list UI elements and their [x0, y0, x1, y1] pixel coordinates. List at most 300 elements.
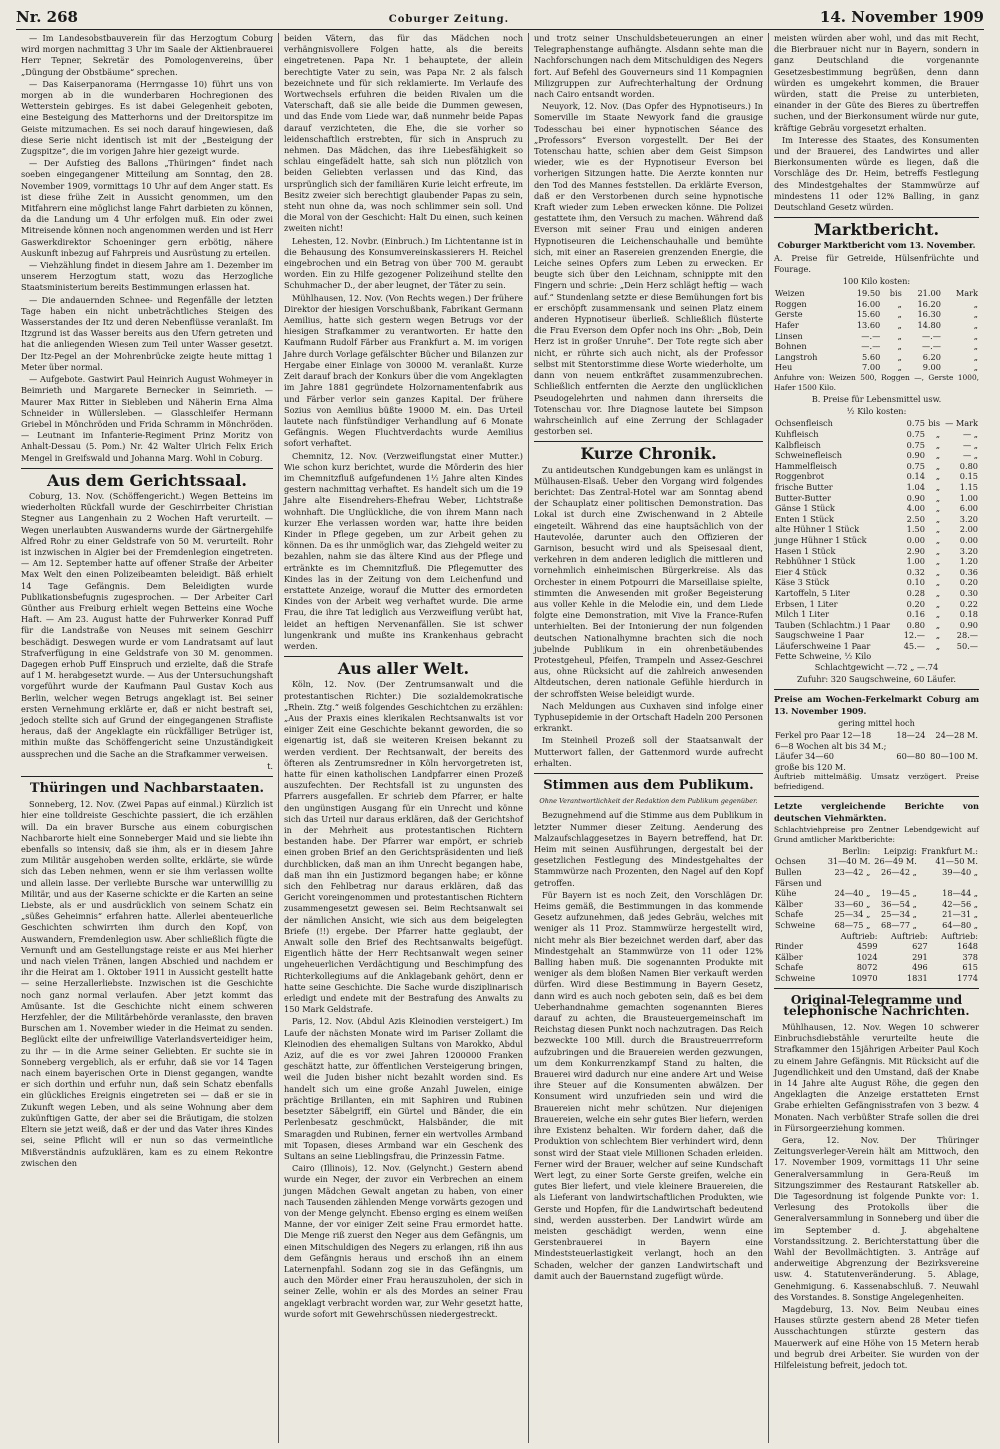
divider: [534, 441, 763, 442]
article-viehzaehlung: — Viehzählung findet in diesem Jahre am 1. Dezember im unserem Herzogtum statt, wozu das Herzogliche Staatsministerium bereits Bestimmungen erlassen hat.: [21, 260, 273, 293]
table-cell: 16.30: [917, 309, 941, 320]
table-cell: 64—80 „: [942, 920, 978, 931]
pig-row: [774, 730, 979, 741]
article-voices-cont: meisten würden aber wohl, und das mit Recht, die Bierbrauer nicht nur in Bayern, sondern in ganz Deutschland die vorgenannte Gesetzesbestimmung begrüßen, denn dann würden es umgekehrt kommen, die Brauer würden, statt die Preise zu unterbieten, einander in der Güte des Bieres zu übertreffen suchen, und der Bierkonsument würde nur gute, kräftige Gebräu vorgesetzt erhalten.: [774, 33, 979, 133]
column-2: [278, 33, 528, 1443]
table-cell: Schafe: [775, 962, 804, 973]
table-cell: große bis 120 M.: [775, 761, 846, 772]
table-cell: Läuferschweine 1 Paar: [775, 640, 871, 651]
heading-pig-market: Preise am Wochen-Ferkelmarkt Coburg am 13. November 1909.: [774, 694, 979, 716]
table-cell: Hasen 1 Stück: [775, 545, 836, 556]
table-cell: 1831: [906, 973, 928, 983]
table-cell: Weizen: [775, 288, 805, 299]
table-cell: [941, 651, 979, 662]
table-cell: 80—100 M.: [930, 751, 978, 762]
food-row: [774, 503, 979, 514]
table-cell: „: [973, 351, 978, 362]
food-row: [774, 524, 979, 535]
table-cell: 0.10: [906, 577, 925, 588]
table-cell: 1774: [957, 973, 978, 983]
table-cell: „: [973, 341, 978, 352]
article-cairo: Cairo (Illinois), 12. Nov. (Gelyncht.) Gestern abend wurde ein Neger, der zuvor ein Verbrechen an einem jungen Mädchen Gewalt angetan zu haben, von einer nach Tausenden zählenden Menge vorwärts gezogen und von der Menge gelyncht. Ebenso erging es einem weißen Manne, der vor einiger Zeit seine Frau ermordet hatte. Die Menge riß zuerst den Neger aus dem Gefängnis, um einen Mitschuldigen des Negers zu erlangen, riß ihn aus dem Gefängnis heraus und erschoß ihn an einem Laternenpfahl. Sodann zog sie in das Gefängnis, um auch den Mörder einer Frau herauszuholen, der sich in seiner Zelle, wohin er als des Mordes an seiner Frau angeklagt verbracht worden war, zur Wehr gesetzt hatte, wurde sofort mit Gewehrschüssen niedergestreckt.: [284, 1163, 523, 1319]
table-cell: 627: [912, 941, 928, 952]
table-cell: 25—34 „: [881, 909, 917, 920]
table-cell: „: [935, 630, 941, 641]
article-aufgebote: — Aufgebote. Gastwirt Paul Heinrich August Wohmeyer in Beimrieth und Margarete Bernecker in Seimrieth. — Maurer Max Ritter in Siebleben und Näherin Erna Alma Schneider in Wüllersleben. — Glasschleifer Hermann Griebel in Mönchröden und Frida Schramm in Mönchröden. — Leutnant im Infanterie-Regiment Prinz Moritz von Anhalt-Dessau (5. Pom.) Nr. 42 Walter Ulrich Felix Erich Mengel in Greifswald und Johanna Marg. Wohl in Coburg.: [21, 374, 273, 463]
table-cell: Bullen: [775, 867, 802, 878]
table-cell: 26—42 „: [881, 867, 917, 878]
table-cell: [894, 741, 927, 752]
food-row: [774, 429, 979, 440]
pig-row: [774, 741, 979, 752]
supply-row: [774, 931, 979, 942]
table-cell: „: [897, 362, 902, 373]
food-row: [774, 514, 979, 525]
table-cell: 21—31 „: [942, 909, 978, 920]
table-cell: 21.00: [917, 288, 941, 299]
issue-date: 14. November 1909: [819, 8, 984, 26]
table-cell: — „: [962, 439, 978, 450]
table-cell: —.—: [921, 330, 941, 341]
table-cell: Schweinefleisch: [775, 450, 843, 461]
market-per-100: 100 Kilo kosten:: [842, 276, 911, 287]
article-obstbau: — Im Landesobstbauverein für das Herzogtum Coburg wird morgen nachmittag 3 Uhr im Saale der Aktienbrauerei Herr Tepner, Sekretär des Pomologenvereins, über „Düngung der Obstbäume“ sprechen.: [21, 33, 273, 77]
table-cell: 41—50 M.: [935, 856, 978, 867]
table-cell: 6.20: [922, 351, 941, 362]
table-cell: „: [935, 460, 941, 471]
table-cell: 0.00: [959, 534, 978, 545]
article-lehesten: Lehesten, 12. Novbr. (Einbruch.) Im Lichtentanne ist in die Behausung des Konsumvereinskassierers H. Reichel eingebrochen und ein Betrag von über 700 M. geraubt worden. Ein zu Hilfe gezogener Polizeihund stellte den Schuhmacher D., der aber leugnet, der Täter zu sein.: [284, 235, 523, 291]
supply-table: [774, 931, 979, 984]
table-cell: Kalbfleisch: [775, 439, 821, 450]
table-cell: 39—40 „: [942, 867, 978, 878]
table-cell: 1.04: [906, 481, 925, 492]
table-cell: 8072: [856, 962, 878, 973]
table-cell: Ochsenfleisch: [775, 418, 833, 429]
divider: [774, 217, 979, 218]
table-cell: Läufer 34—60: [775, 751, 835, 762]
market-headline: Coburger Marktbericht vom 13. November.: [777, 240, 976, 251]
table-cell: 24—40 „: [834, 888, 871, 899]
table-cell: „: [935, 640, 941, 651]
cattle-table: [774, 846, 979, 931]
supply-row: [774, 973, 979, 984]
table-cell: [825, 878, 872, 889]
table-cell: — „: [962, 429, 978, 440]
table-cell: „: [935, 471, 941, 482]
cattle-row: [774, 920, 979, 931]
cattle-row: [774, 888, 979, 899]
issue-number: Nr. 268: [16, 8, 78, 26]
table-cell: Gerste: [775, 309, 803, 320]
table-cell: — „: [962, 450, 978, 461]
food-row: [774, 440, 979, 451]
table-cell: „: [935, 450, 941, 461]
table-cell: „: [973, 320, 978, 331]
table-cell: 19—45 „: [881, 888, 917, 899]
article-neuyork: Neuyork, 12. Nov. (Das Opfer des Hypnotiseurs.) In Somerville im Staate Newyork fand die grausige Todesschau bei einer hypnotischen Séance des „Professors“ Everson vorgestellt. Der Bei der Totenschau hatte, schien aber dem Geist Simpson wieder, wie es der Hypnotiseur Everson bei vorherigen Sitzungen hatte. Die Aerzte konnten nur den Tod des Mannes feststellen. Da erklärte Everson, daß er den Verstorbenen durch seine hypnotische Kraft wieder zum Leben erwecken könne. Die Polizei gestattete ihm, den Versuch zu machen. Während daß Everson mit seiner Frau und einigen anderen Hypnotiseuren die Leichenschauhalle und bemühte sich, mit einer an Rasereien grenzenden Energie, die Leiche seines Opfers zum Leben zu erwecken. Er beugte sich über den Leichnam, schnippte mit den Fingern und schrie: „Dein Herz schlägt heftig — wach auf.“ Stundenlang setzte er diese Bemühungen fort bis er erschöpft zusammensank und seinen Platz einem anderen Hypnotiseur überließ. Schließlich flüsterte die Frau Everson dem Opfer noch ins Ohr: „Bob, Dein Herz ist in großer Unruhe“. Der Tote regte sich aber nicht, er rührte sich auch nicht, als der Professor selbst mit Stentorstimme diese Worte wiederholte, um dann von neuem entkräftet zusammenzubrechen. Schließlich entfernten die Aerzte den unglücklichen Pseudogelehrten und nahmen dann ihrerseits die Totenschau vor. Ihre Diagnose lautete bei Simpson wahrscheinlich auf eine Zerrung der Schlagader gestorben sei.: [534, 101, 763, 437]
table-cell: 0.75: [906, 429, 925, 440]
table-cell: [871, 878, 918, 889]
table-cell: [926, 762, 979, 773]
food-row: [774, 471, 979, 482]
article-hochwasser: — Die andauernden Schnee- und Regenfälle der letzten Tage haben ein nicht unbeträchtliches Steigen des Wasserstandes der Itz und deren Nebenflüsse veranlaßt. Im Itzgrund ist das Wasser bereits aus den Ufern getreten und hat die anliegenden Wiesen zum Teil unter Wasser gesetzt. Der Itz-Pegel an der Mohrenbrücke zeigte heute mittag 1 Meter über normal.: [21, 294, 273, 372]
grain-row: [774, 362, 979, 373]
divider: [774, 689, 979, 690]
heading-market: Marktbericht.: [813, 220, 940, 240]
article-ballon: — Der Aufstieg des Ballons „Thüringen“ findet nach soeben eingegangener Mitteilung am Sonntag, den 28. November 1909, vormittags 10 Uhr auf dem Anger statt. Es ist diese frühe Zeit in Aussicht genommen, um den Mitfahrern eine möglichst lange Fahrt darbieten zu können, da die Landung um 4 Uhr erfolgen muß. Ein oder zwei Mitreisende können noch angenommen werden und ist Herr Gaswerkdirektor Schoeninger gern erbötig, nähere Auskunft inbezug auf Fahrpreis und Ausrüstung zu erteilen.: [21, 158, 273, 258]
table-cell: Leipzig:: [883, 845, 917, 856]
columns: [16, 33, 984, 1443]
supply-row: [774, 952, 979, 963]
food-row: [774, 418, 979, 429]
table-cell: 0.75: [906, 460, 925, 471]
table-cell: Rinder: [775, 941, 804, 952]
table-cell: 6.00: [959, 503, 978, 514]
article-chemnitz: Chemnitz, 12. Nov. (Verzweiflungstat einer Mutter.) Wie schon kurz berichtet, wurde die Mörderin des hier im Chemnitzfluß aufgefundenen 1½ Jahre alten Kindes gestern nachmittag verhaftet. Es handelt sich um die 19 Jahre alte Eisendrehers-Ehefrau Weber, Lichtstraße wohnhaft. Die Unglückliche, die von ihrem Mann nach kurzer Ehe verlassen worden war, hatte ihre beiden Kinder in Pflege gegeben, um zur Arbeit gehen zu können. Da es ihr unmöglich war, das Ziehgeld weiter zu bezahlen, nahm sie das ältere Kind aus der Pflege und ertränkte es im Chemnitzfluß. Die Pflegemutter des Kindes las in der Zeitung von dem Leichenfund und erstattete Anzeige, worauf die Mutter des ermordeten Kindes von der Arbeit weg verhaftet wurde. Die arme Frau, die ihre Tat lediglich aus Verzweiflung verübt hat, leidet an heftigen Nervenanfällen. Sie ist schwer lungenkrank und mußte ins Krankenhaus gebracht werden.: [284, 450, 523, 651]
article-court: Coburg, 13. Nov. (Schöffengericht.) Wegen Betteins im wiederholten Rückfall wurde der Geschirrbeiter Christian Stegner aus Langenhain zu 2 Wochen Haft verurteilt. — Wegen unerlaubten Auswanderns wurde der Gärtnergehilfe Alfred Rohr zu einer Geldstrafe von 50 M. verurteilt. Rohr ist inzwischen in Algier bei der Fremdenlegion eingetreten. — Am 12. September hatte auf offener Straße der Arbeiter Max Welt den einen Polizeibeamten beleidigt. Bäß erhielt 14 Tage Gefängnis. Dem Beleidigten wurde Publikationsbefugnis zugesprochen. — Der Arbeiter Carl Günther aus Freiburg erhielt wegen Betteins eine Woche Haft. — Am 23. August hatte der Fuhrwerker Konrad Puff für die Landstraße von Neuses mit seinem Geschirr beschädigt. Deswegen wurde er vom Landratsamt auf laut Strafverfügung in eine Geldstrafe von 30 M. genommen. Dagegen erhob Puff Einspruch und erzielte, daß die Strafe auf 1 M. herabgesetzt wurde. — Aus der Untersuchungshaft vorgeführt wurde der Kaufmann Paul Gustav Koch aus Berlin, welcher wegen Betrugs angeklagt ist. Bei seiner ersten Vernehmung erklärte er, daß er nicht bestraft sei, jedoch stellte sich auf Grund der eingegangenen Strafliste heraus, daß der Angeklagte ein rückfälliger Betrüger ist, mithin mußte das Schöffengericht seine Unzuständigkeit aussprechen und die Sache an die Strafkammer verweisen.: [21, 490, 273, 759]
table-cell: 12.—: [903, 630, 925, 641]
table-cell: Tauben (Schlachtm.) 1 Paar: [775, 619, 891, 630]
cattle-row: [774, 899, 979, 910]
table-cell: frische Butter: [775, 481, 833, 492]
food-row: [774, 651, 979, 662]
table-cell: 0.90: [906, 492, 925, 503]
table-cell: 13.60: [856, 320, 881, 331]
table-cell: [918, 878, 979, 889]
article-steinheil: Im Steinheil Prozeß soll der Staatsanwalt der Mutterwort fallen, der Gattenmord wurde aufrecht erhalten.: [534, 735, 763, 768]
table-cell: Heu: [775, 362, 793, 373]
grain-table: [774, 288, 979, 373]
table-cell: 23—42 „: [834, 867, 871, 878]
table-cell: 0.20: [906, 598, 925, 609]
table-cell: [774, 846, 825, 857]
table-cell: Fette Schweine, ½ Kilo: [775, 651, 872, 662]
table-cell: Gänse 1 Stück: [775, 503, 835, 514]
article-sonneberg: Sonneberg, 12. Nov. (Zwei Papas auf einmal.) Kürzlich ist hier eine tolldreiste Geschichte passiert, die ich erzählen will. Da ein braver Bursche aus einem coburgischen Nachbarorte hielt eine Sonneberger Maid und sie liebte ihn ebenfalls so intensiv, daß sie ihm, als er in diesem Jahre zum Militär ausgehoben werden sollte, erklärte, sie würde sich das Leben nehmen, wenn er sie ihm verlassen wollte und allein lasse. Der verliebte Bursche war unterwilllig zu Militär, und aus der Kaserne schickte er die Karten an seine Liebste, als er und ausdrücklich von seinem Schatz ein „süßes Geheimnis“ erfahren hatte. Allerlei abenteuerliche Geschichten schwirrten ihm durch den Kopf, von Auswandern, Fremdenlegion usw. Aber schließlich fügte die Vernunft und am Gestellungstage reiste er aus Mei hierher und nach vielen Tränen, langen Abschied und nachdem er ihr die Heirat am 1. Oktober 1911 in Aussicht gestellt hatte — seine Herzallerliebste. Inzwischen ist die Geschichte noch ganz normal verlaufen. Aber jetzt kommt das Amüsante. Ist die Geschichte nicht einem schweren Herzfehler, der die Militärbehörde veranlasste, den braven Burschen am 1. November wieder in die Heimat zu senden. Beglückt eilte der unfreiwillige Vaterlandsverteidiger heim, zu ihr — in die Arme seiner Geliebten. Er suchte sie in Sonneberg vergeblich, als er erfuhr, daß sie vor 14 Tagen nach einem bayerischen Orte in Dienst gegangen, wandte er sich dorthin und erfuhr nun, daß sein Schatz ebenfalls ein glückliches Ereignis eingetreten sei — daß er sie in Zukunft wegen Leben, und als seine Wohnung aber dem zukünftigen Gatte, der aber sei die Bräutigam, die stolzen Eltern sie jetzt weiß, daß er der und das Vater ihres Kindes sei, seine Pflicht will er nun so das vermeintliche Mißverständnis aufzuklären, kam es zu einem Rekontre zwischen den: [21, 799, 273, 1168]
table-cell: „: [973, 309, 978, 320]
table-cell: 3.20: [959, 513, 978, 524]
supply-row: [774, 962, 979, 973]
table-cell: Auftrieb:: [890, 930, 928, 941]
table-cell: 615: [962, 962, 978, 973]
table-cell: Kälber: [775, 898, 803, 909]
table-cell: 0.28: [906, 587, 925, 598]
table-cell: Eier 4 Stück: [775, 566, 827, 577]
table-cell: „: [935, 439, 941, 450]
table-cell: „: [935, 598, 941, 609]
table-cell: 1648: [957, 941, 978, 952]
divider: [774, 988, 979, 989]
food-row: [774, 641, 979, 652]
table-cell: 15.60: [856, 309, 881, 320]
table-cell: 4599: [856, 941, 878, 952]
table-cell: Hammelfleisch: [775, 460, 837, 471]
table-cell: „: [897, 309, 902, 320]
table-cell: Rebhühner 1 Stück: [775, 556, 856, 567]
table-cell: „: [897, 320, 902, 331]
heading-voices: Stimmen aus dem Publikum.: [543, 778, 754, 793]
table-cell: Enten 1 Stück: [775, 513, 834, 524]
table-cell: „: [897, 351, 902, 362]
table-cell: 45.—: [903, 640, 925, 651]
market-section-b: B. Preise für Lebensmittel usw.: [811, 394, 942, 405]
table-cell: Schweine: [775, 920, 816, 931]
table-cell: 0.32: [906, 566, 925, 577]
table-cell: 26—49 M.: [874, 856, 917, 867]
food-row: [774, 630, 979, 641]
table-cell: 0.90: [906, 450, 925, 461]
cattle-row: [774, 878, 979, 889]
table-cell: Kühe: [775, 888, 797, 899]
article-cairo-cont: und trotz seiner Unschuldsbeteuerungen an einer Telegraphenstange aufhängte. Alsdann sehte man die Nachforschungen nach dem Mitschuldigen des Negers fort. Auf Befehl des Gouverneurs sind 11 Kompagnien Milizgruppen zur Aufrechterhaltung der Ordnung nach Cairo entsandt worden.: [534, 33, 763, 100]
article-muehlhausen: Mühlhausen, 12. Nov. (Von Rechts wegen.) Der frühere Direktor der hiesigen Vorschußbank, Fabrikant Germann Aemilius, hatte sich gestern wegen Betrugs vor der hiesigen Strafkammer zu verantworten. Er hatte den Kaufmann Rudolf Färber aus Frankfurt a. M. im vorigen Jahre durch Vorlage gefälschter Bücher und Bilanzen zur Hergabe einer Einlage von 30000 M. veranlaßt. Kurze Zeit darauf brach der Konkurs über die vom Angeklagten im Jahre 1881 gegründete Holzornamentenfabrik aus und Färber verlor sein ganzes Kapital. Der frühere Sozius von Aemilius büßte 19000 M. ein. Das Urteil lautete nach fünfstündiger Verhandlung auf 6 Monate Gefängnis. Wegen Fluchtverdachts wurde Aemilius sofort verhaftet.: [284, 292, 523, 449]
table-cell: „: [935, 566, 941, 577]
table-cell: 68—75 „: [834, 920, 871, 931]
table-cell: 496: [912, 962, 928, 973]
table-cell: 0.22: [959, 598, 978, 609]
table-cell: Milch 1 Liter: [775, 609, 829, 620]
table-cell: 2.00: [959, 524, 978, 535]
table-cell: Langstroh: [775, 351, 818, 362]
pig-row: [774, 751, 979, 762]
food-row: [774, 599, 979, 610]
article-kaiserpanorama: — Das Kaiserpanorama (Herrngasse 10) führt uns von morgen ab in die wunderbaren Hochregionen des Wetterstein gebirges. Es ist dabei Gelegenheit geboten, eine Besteigung des Matterhorns und der Dreitorspitze im Geiste mitzumachen. Es sei noch darauf hingewiesen, daß diese Serie nicht identisch ist mit der „Besteigung der Zugspitze“, die im vorigen Jahre hier gezeigt wurde.: [21, 78, 273, 157]
heading-court: Aus dem Gerichtssaal.: [46, 470, 247, 490]
table-cell: [926, 651, 941, 662]
slaughter-weight: Schlachtgewicht —.72 „ —.74: [814, 662, 939, 673]
column-4: [768, 33, 984, 1443]
grain-row: [774, 299, 979, 310]
table-cell: —.—: [861, 341, 881, 352]
grain-row: [774, 331, 979, 342]
table-cell: 3.20: [959, 545, 978, 556]
table-cell: Saugschweine 1 Paar: [775, 630, 864, 641]
table-cell: 6—8 Wochen alt bis 34 M.;: [775, 740, 887, 751]
table-cell: 1.20: [959, 556, 978, 567]
table-cell: 0.30: [959, 587, 978, 598]
food-row: [774, 493, 979, 504]
table-cell: 0.15: [959, 471, 978, 482]
table-cell: „: [935, 492, 941, 503]
table-cell: „: [973, 362, 978, 373]
table-cell: 1.50: [906, 524, 925, 535]
table-cell: 0.16: [906, 609, 925, 620]
table-cell: 378: [962, 951, 978, 962]
table-cell: „: [935, 609, 941, 620]
table-cell: Roggen: [775, 298, 807, 309]
pig-table: [774, 730, 979, 772]
table-cell: — Mark: [945, 418, 978, 429]
table-cell: 1.15: [959, 481, 978, 492]
table-cell: 18—24: [896, 730, 926, 741]
table-cell: Schweine: [775, 973, 816, 983]
table-cell: „: [973, 330, 978, 341]
table-cell: bis: [928, 418, 941, 429]
grain-row: [774, 341, 979, 352]
table-cell: Auftrieb:: [941, 930, 978, 941]
table-cell: „: [935, 619, 941, 630]
table-cell: 0.20: [959, 577, 978, 588]
table-cell: Kälber: [775, 951, 803, 962]
table-cell: 18—44 „: [942, 888, 978, 899]
grain-supply: Anfuhre von: Weizen 500, Roggen —, Gerste 1000, Hafer 1500 Kilo.: [774, 373, 979, 393]
table-cell: Berlin:: [842, 845, 871, 856]
table-cell: 10970: [851, 973, 878, 983]
food-row: [774, 556, 979, 567]
column-3: [528, 33, 768, 1443]
article-voices-1: Bezugnehmend auf die Stimme aus dem Publikum in letzter Nummer dieser Zeitung. Aenderung des Malzaufschlaggesetzes in Bayern betreffend, hat Dr. Heim mit seinen Ausführungen, dergestalt bei der gesetzlichen Festlegung des Mindestgehaltes der Stammwürze nach Prozenten, den Nagel auf den Kopf getroffen.: [534, 810, 763, 888]
table-cell: 68—77 „: [881, 920, 917, 931]
table-cell: 0.18: [959, 609, 978, 620]
table-cell: Mark: [955, 288, 978, 299]
food-row: [774, 450, 979, 461]
table-cell: Roggenbrot: [775, 471, 825, 482]
pig-market-header: gering mittel hoch: [838, 717, 915, 728]
article-paris: Paris, 12. Nov. (Abdul Azis Kleinodien versteigert.) Im Laufe der nächsten Monate wird im Pariser Zollamt die Kleinodien des ehemaligen Sultans von Marokko, Abdul Aziz, auf die es vor zwei Jahren 1200000 Franken geschätzt hatte, zur öffentlichen Versteigerung bringen, weil die Juden bisher nicht bezahlt worden sind. Es handelt sich um eine große Anzahl Juwelen, einige prächtige Brillanten, ein mit Saphiren und Rubinen besetzter Säbelgriff, ein Gürtel und Bänder, die ein Perlenbesatz geschmückt, Halsbänder, die mit Smaragden und Rubinen, ferner ein wertvolles Armband mit Topasen, dieses Armband war ein Geschenk des Sultans an seine Lieblingsfrau, die Prinzessin Fatme.: [284, 1016, 523, 1161]
table-cell: 0.80: [959, 460, 978, 471]
table-cell: Schafe: [775, 909, 804, 920]
table-cell: alte Hühner 1 Stück: [775, 524, 860, 535]
article-voices-2: Für Bayern ist es noch Zeit, den Vorschlägen Dr. Heims gemäß, die Bestimmungen in das kommende Gesetz aufzunehmen, daß jedes Gebräu, welches mit weniger als 11 Proz. Stammwürze hergestellt wird, nicht mehr als Bier bezeichnet werden darf, aber das Mindestgehalt an Stammwürze von 11 oder 12% Balling haben muß. Die sogenannten Produkte mit weniger als dem bloßen Namen Bier verkauft werden dürfen. Wird diese Bestimmung in Bayern Gesetz, dann wird es auch noch geboten sein, daß es bei dem Ueberhandnahme gemachten sogenannten Bieres darauf zu achten, die Brausteuergemeinschaft im Reichstag diesen Punkt noch nachzutragen. Das Reich bezweckte 100 Mill. durch die Braustreuerrreform aufzubringen und die Brauereien werden gezwungen, um dem Konkurrenzkampf Stand zu halten, die Brauerei wird dadurch nur eine andere Art und Weise ihre Steuer auf die Konsumenten abwälzen. Der Konsument wird unzufrieden sein und wird die Brauereien nicht mehr schützen. Nur diejenigen Brauereien, welche ein sehr gutes Bier liefern, werden ihre Existenz behalten. Wir fordern daher, daß die Produktion von schlechtem Bier verhindert wird, denn sonst wird der Staat viele Millionen Schaden erleiden. Ferner wird der Brauer, welcher auf seine Kundschaft Wert legt, zu einer Sorte Gerste greifen, welche ein gutes Bier liefert, und viele kleinere Brauereien, die als Lieferant von landwirtschaftlichen Produkten, wie Gerste und Hopfen, für die Landwirtschaft bedeutend sind, werden aussterben. Der Landwirt würde am meisten geschädigt werden, wenn eine Gerstenbrauerei in Bayern eine Mindeststeuerlastigkeit verlangt, hoch an den Schaden, welcher der ganzen Landwirtschaft und damit auch der Bauernstand zugefügt würde.: [534, 889, 763, 1281]
food-row: [774, 588, 979, 599]
table-cell: Frankfurt M.:: [921, 845, 978, 856]
table-cell: 1.00: [906, 556, 925, 567]
table-cell: „: [935, 587, 941, 598]
table-cell: [926, 741, 979, 752]
telegram-muehlhausen: Mühlhausen, 12. Nov. Wegen 10 schwerer Einbruchsdiebstähle verurteilte heute die Strafkammer den 15jährigen Arbeiter Paul Koch zu einem Jahre Gefängnis. Mit Rücksicht auf die Jugendlichkeit und den Umstand, daß der Knabe in 14 Jahre alte August Röhe, die gegen den Angeklagten die Anzeige erstatteten Ernst Grabe erhielten Gefängnisstrafen von 3 bezw. 4 Monaten. Nach verbüßter Strafe sollen die drei in Fürsorgeerziehung kommen.: [774, 1022, 979, 1133]
table-cell: 16.00: [856, 298, 881, 309]
grain-row: [774, 288, 979, 299]
table-cell: „: [935, 577, 941, 588]
table-cell: „: [897, 330, 902, 341]
table-cell: 5.60: [862, 351, 881, 362]
table-cell: 19.50: [856, 288, 881, 299]
table-cell: Butter-Butter: [775, 492, 832, 503]
food-row: [774, 620, 979, 631]
table-cell: 1.00: [959, 492, 978, 503]
divider: [21, 468, 273, 469]
table-cell: junge Hühner 1 Stück: [775, 534, 867, 545]
table-cell: Hafer: [775, 320, 799, 331]
table-cell: 24—28 M.: [935, 730, 978, 741]
food-row: [774, 535, 979, 546]
table-cell: 0.75: [906, 418, 925, 429]
divider: [774, 796, 979, 797]
table-cell: 42—56 „: [942, 898, 978, 909]
divider: [21, 776, 273, 777]
table-cell: bis: [889, 288, 902, 299]
table-cell: —.—: [861, 330, 881, 341]
food-row: [774, 577, 979, 588]
table-cell: Auftrieb:: [840, 930, 878, 941]
table-cell: Färsen und: [775, 877, 822, 888]
table-cell: 16.20: [917, 298, 941, 309]
table-cell: 291: [912, 951, 928, 962]
table-cell: 50.—: [956, 640, 978, 651]
grain-row: [774, 352, 979, 363]
divider: [284, 656, 523, 657]
column-1: [16, 33, 278, 1443]
pig-row: [774, 762, 979, 773]
table-cell: 31—40 M.: [827, 856, 871, 867]
heading-telegrams: Original-Telegramme und telephonische Nachrichten.: [783, 992, 970, 1018]
pig-note: Auftrieb mittelmäßig. Umsatz verzögert. Preise befriedigend.: [774, 772, 979, 792]
article-typhus: Nach Meldungen aus Cuxhaven sind infolge einer Typhusepidemie in der Ortschaft Hadeln 200 Personen erkrankt.: [534, 700, 763, 734]
table-cell: 2.90: [906, 545, 925, 556]
cattle-row: [774, 867, 979, 878]
telegram-magdeburg: Magdeburg, 13. Nov. Beim Neubau eines Hauses stürzte gestern abend 28 Meter tiefen Ausschachtungen stürzte gestern das Mauerwerk auf eine Höhe von 15 Metern herab und begrub drei Arbeiter. Sie wurden von der Hilfeleistung befreit, jedoch tot.: [774, 1304, 979, 1371]
table-cell: 28.—: [956, 630, 978, 641]
table-cell: „: [935, 545, 941, 556]
table-cell: 7.00: [862, 362, 881, 373]
market-section-a: A. Preise für Getreide, Hülsenfrüchte und Fourage.: [774, 252, 979, 274]
signature: t.: [267, 760, 273, 771]
article-voices-end: Im Interesse des Staates, des Konsumenten und der Brauerei, des Landwirtes und aller Bierkonsumenten würde es liegen, daß die Vorschläge des Dr. Heim, betreffs Festlegung des Mindestgehaltes der Stammwürze auf mindestens 11 oder 12% Balling, in ganz Deutschland Gesetz würden.: [774, 134, 979, 213]
table-cell: [901, 651, 926, 662]
table-cell: 0.80: [906, 619, 925, 630]
table-cell: [774, 931, 828, 942]
supply-pigs: Zufuhr: 320 Saugschweine, 60 Läufer.: [796, 674, 956, 685]
table-cell: Linsen: [775, 330, 803, 341]
table-cell: —.—: [921, 341, 941, 352]
grain-row: [774, 320, 979, 331]
table-cell: „: [935, 503, 941, 514]
table-cell: „: [935, 534, 941, 545]
table-cell: Erbsen, 1 Liter: [775, 598, 838, 609]
table-cell: Käse 3 Stück: [775, 577, 830, 588]
cattle-intro: Schlachtviehpreise pro Zentner Lebendgewicht auf Grund amtlicher Marktberichte:: [774, 824, 979, 844]
food-row: [774, 609, 979, 620]
table-cell: 4.00: [906, 503, 925, 514]
table-cell: 33—60 „: [834, 898, 871, 909]
article-sonneberg-cont: beiden Vätern, das für das Mädchen noch verhängnisvollere Folgen hatte, als die bereits eingetretenen. Papa Nr. 1 behauptete, der allein berechtigte Vater zu sein, was Papa Nr. 2 als falsch bezeichnete und für sich reklamierte. Im Verlaufe des Wortwechsels erfuhren die beiden Rivalen um die Vaterschaft, daß sie alle beide die Dummen gewesen, und das Ende vom Liede war, daß nunmehr beide Papas darauf verzichteten, die Ehe, die sie vorher so leidenschaftlich erstrebten, für sich in Anspruch zu nehmen. Das Mädchen, das ihre Liebesfähigkeit so schlau eingefädelt hatte, sah sich nun plötzlich von beiden Geliebten verlassen und das Kind, das ursprünglich sich der familiären Kurie leicht erfreute, im Besitz zweier sich berechtigt glaubender Papas zu sein, steht nun ohne da, was noch schlimmer sein soll. Und die Moral von der Geschicht: Halt Du einen, such keinen zweiten nicht!: [284, 33, 523, 234]
masthead: [16, 8, 984, 30]
table-cell: 60—80: [896, 751, 926, 762]
table-cell: 0.36: [959, 566, 978, 577]
heading-chronicle: Kurze Chronik.: [580, 444, 717, 464]
table-cell: „: [897, 298, 902, 309]
cattle-row: [774, 909, 979, 920]
grain-row: [774, 309, 979, 320]
table-cell: Bohnen: [775, 341, 807, 352]
table-cell: „: [935, 513, 941, 524]
table-cell: „: [935, 556, 941, 567]
food-row: [774, 567, 979, 578]
telegram-gera: Gera, 12. Nov. Der Thüringer Zeitungsverleger-Verein hält am Mittwoch, den 17. November 1909, vormittags 11 Uhr seine Generalversammlung in Gera-Reuß im Sitzungszimmer des Restaurant Ratskeller ab. Die Tagesordnung ist folgende Punkte vor: 1. Verlesung des Protokolls über die Generalversammlung in Sonneberg und über die im September d. J. abgehaltene Vorstandssitzung. 2. Berichterstattung über die Wahl der Bevollmächtigten. 3. Anträge auf anderweitige Abgrenzung der Bezirksvereine usw. 4. Statutenveränderung. 5. Ablage, Genehmigung. 6. Kassenabschluß. 7. Neuwahl des Vorstandes. 8. Sonstige Angelegenheiten.: [774, 1135, 979, 1302]
table-cell: Ferkel pro Paar 12—18: [775, 730, 872, 741]
table-cell: 36—54 „: [881, 898, 917, 909]
table-cell: Kuhfleisch: [775, 429, 819, 440]
table-cell: 0.90: [959, 619, 978, 630]
table-cell: „: [897, 341, 902, 352]
table-cell: 14.80: [917, 320, 941, 331]
table-cell: 1024: [856, 951, 878, 962]
market-per-half: ½ Kilo kosten:: [846, 406, 907, 417]
article-antideutsch: Zu antideutschen Kundgebungen kam es unlängst in Mülhausen-Elsaß. Ueber den Vorgang wird folgendes berichtet: Das Zentral-Hotel war am Sonntag abend der Schauplatz einer politischen Demonstration. Das Lokal ist durch eine Zwischenwand in 2 Abteile eingeteilt. Während das eine hauptsächlich von der Hautevolée, darunter auch den Offizieren der Garnison, besucht wird und als Speisesaal dient, verkehren in dem anderen lediglich die mittleren und vornehmlich einheimischen Bürgerkreise. Als das Orchester in einem Potpourri die Marseillaise spielte, stimmten die Anwesenden mit großer Begeisterung aus voller Kehle in die Melodie ein, und dem Liede folgte eine Demonstration, mit Vive la France-Rufen unterhielten. Bei der Intonierung der nun folgenden deutschen Nationalhymne brachten sich die noch jubelnde Publikum in ein ohrenbetäubendes Protestgeheul, Pfeifen, Trampeln und Assez-Geschrei aus, ohne Rücksicht auf die zahlreich anwesenden Altdeutschen, deren nationale Gefühle hierdurch in der schroffsten Weise beleidigt wurde.: [534, 464, 763, 699]
supply-row: [774, 941, 979, 952]
voices-disclaimer: Ohne Verantwortlichkeit der Redaktion dem Publikum gegenüber.: [539, 797, 758, 806]
food-row: [774, 461, 979, 472]
table-cell: „: [935, 429, 941, 440]
table-cell: 0.14: [906, 471, 925, 482]
heading-world: Aus aller Welt.: [337, 659, 470, 679]
heading-thuringia: Thüringen und Nachbarstaaten.: [29, 781, 265, 796]
divider: [534, 773, 763, 774]
table-cell: 2.50: [906, 513, 925, 524]
table-cell: 0.00: [906, 534, 925, 545]
heading-cattle: Letzte vergleichende Berichte von deutschen Viehmärkten.: [774, 801, 979, 823]
